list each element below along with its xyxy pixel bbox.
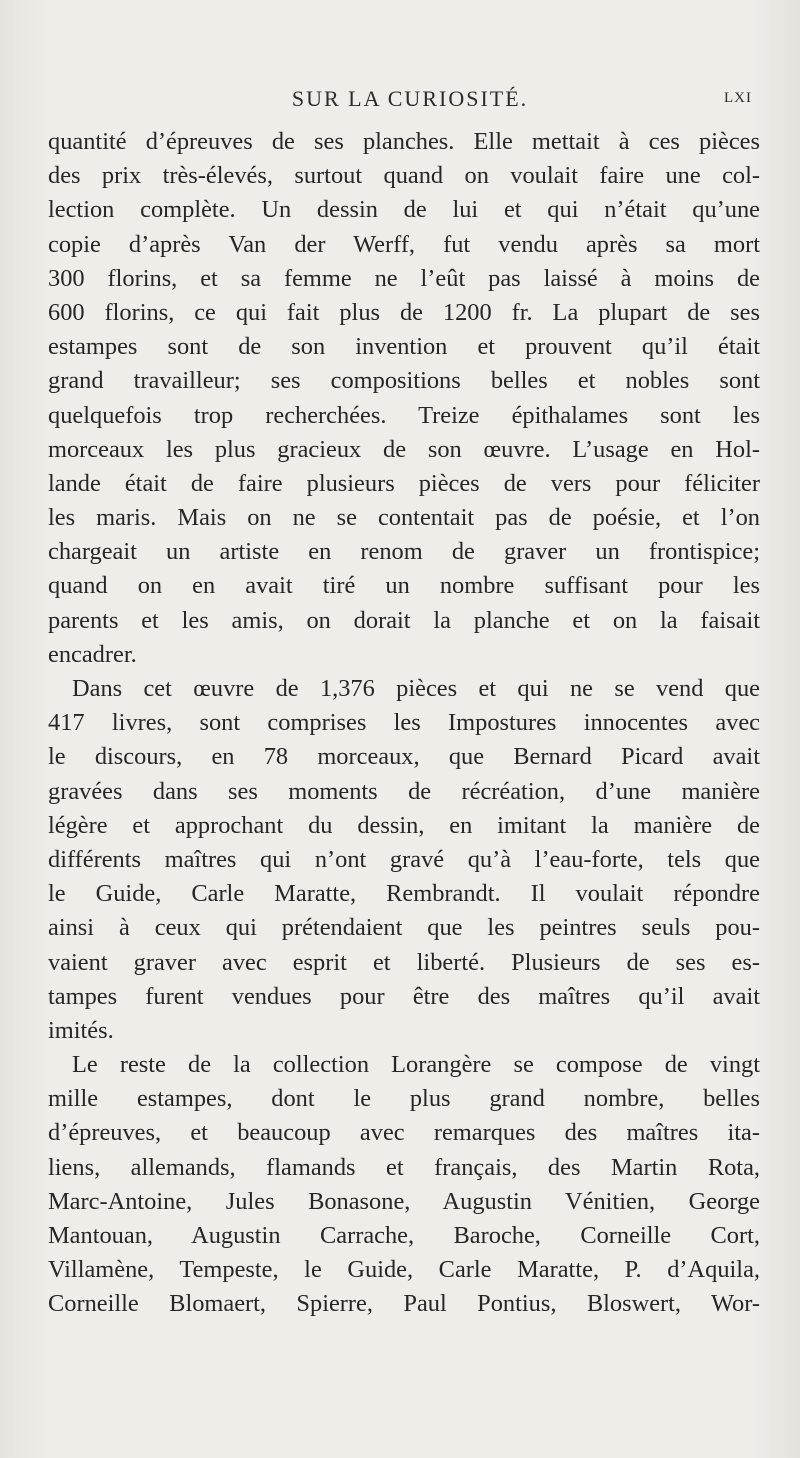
text-line: Marc-Antoine, Jules Bonasone, Augustin Vénitien, George [48, 1187, 760, 1215]
text-line: quelquefois trop recherchées. Treize épithalames sont les [48, 401, 760, 429]
text-line: parents et les amis, on dorait la planche et on la faisait [48, 606, 760, 634]
running-title: SUR LA CURIOSITÉ. [291, 86, 529, 111]
text-line: quantité d’épreuves de ses planches. Elle mettait à ces pièces [48, 128, 760, 155]
text-line: Le reste de la collection Lorangère se compose de vingt [72, 1051, 760, 1079]
text-line: 300 florins, et sa femme ne l’eût pas laissé à moins de [48, 264, 760, 292]
text-line: estampes sont de son invention et prouvent qu’il était [48, 333, 760, 361]
text-line: Dans cet œuvre de 1,376 pièces et qui ne se vend que [72, 675, 760, 702]
body-text [48, 125, 760, 1322]
text-line: morceaux les plus gracieux de son œuvre. L’usage en Hol- [48, 435, 760, 463]
text-line: quand on en avait tiré un nombre suffisant pour les [48, 572, 760, 600]
text-line: gravées dans ses moments de récréation, d’une manière [48, 777, 760, 805]
text-line: chargeait un artiste en renom de graver un frontispice; [48, 538, 760, 566]
text-line: différents maîtres qui n’ont gravé qu’à l’eau-forte, tels que [48, 845, 760, 873]
text-line: Mantouan, Augustin Carrache, Baroche, Corneille Cort, [48, 1222, 760, 1249]
text-line: grand travailleur; ses compositions belles et nobles sont [48, 367, 760, 395]
text-line: des prix très-élevés, surtout quand on voulait faire une col- [48, 162, 760, 190]
text-line: imités. [48, 1016, 114, 1044]
text-line: le discours, en 78 morceaux, que Bernard Picard avait [48, 743, 760, 771]
text-line: Corneille Blomaert, Spierre, Paul Pontius, Bloswert, Wor- [48, 1290, 760, 1318]
text-line: liens, allemands, flamands et français, des Martin Rota, [48, 1153, 760, 1181]
text-line: le Guide, Carle Maratte, Rembrandt. Il voulait répondre [48, 880, 760, 908]
text-line: 417 livres, sont comprises les Impostures innocentes avec [48, 709, 760, 737]
text-line: d’épreuves, et beaucoup avec remarques des maîtres ita- [48, 1119, 760, 1147]
text-line: 600 florins, ce qui fait plus de 1200 fr. La plupart de ses [48, 298, 760, 326]
text-line: vaient graver avec esprit et liberté. Plusieurs de ses es- [48, 948, 760, 976]
text-line: encadrer. [48, 640, 137, 668]
text-line: copie d’après Van der Werff, fut vendu après sa mort [48, 230, 760, 258]
text-line: les maris. Mais on ne se contentait pas de poésie, et l’on [48, 504, 760, 532]
text-line: lection complète. Un dessin de lui et qui n’était qu’une [48, 196, 760, 224]
page-number: LXI [724, 90, 752, 106]
text-line: lande était de faire plusieurs pièces de vers pour féliciter [48, 469, 760, 497]
text-line: Villamène, Tempeste, le Guide, Carle Maratte, P. d’Aquila, [48, 1256, 760, 1284]
text-line: mille estampes, dont le plus grand nombre, belles [48, 1085, 760, 1113]
text-line: légère et approchant du dessin, en imitant la manière de [48, 811, 760, 839]
running-head [0, 86, 800, 116]
text-line: ainsi à ceux qui prétendaient que les peintres seuls pou- [48, 914, 760, 942]
text-line: tampes furent vendues pour être des maîtres qu’il avait [48, 982, 760, 1010]
